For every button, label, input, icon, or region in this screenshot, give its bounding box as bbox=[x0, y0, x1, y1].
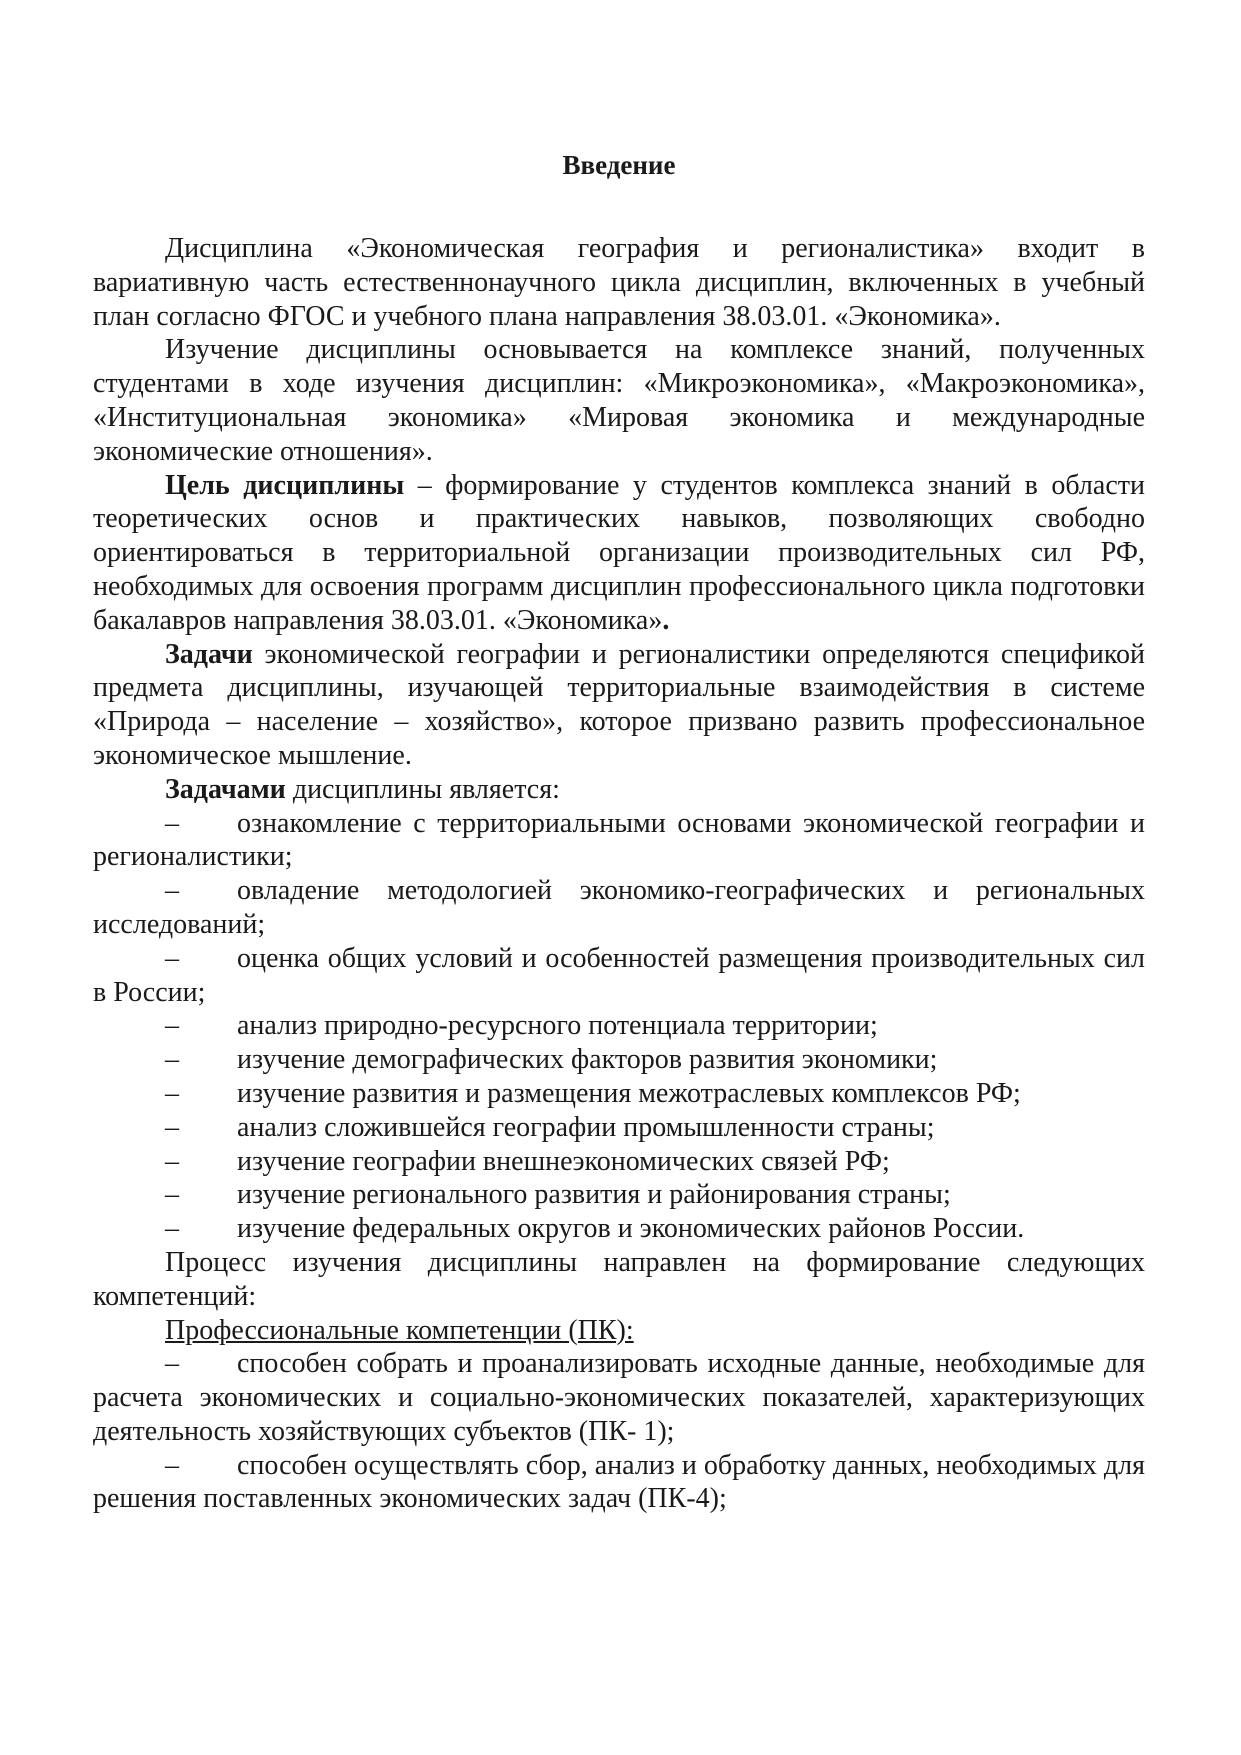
list-item-text: оценка общих условий и особенностей размещения производительных сил в России; bbox=[93, 942, 1145, 1008]
list-item-text: анализ природно-ресурсного потенциала территории; bbox=[237, 1010, 878, 1042]
tasks-label: Задачи bbox=[165, 638, 253, 670]
dash-marker: – bbox=[165, 875, 179, 907]
list-item bbox=[93, 1077, 1145, 1111]
goal-end-mark: . bbox=[662, 604, 670, 636]
dash-marker: – bbox=[165, 1179, 179, 1211]
tasks-paragraph bbox=[93, 638, 1145, 773]
list-item bbox=[93, 1009, 1145, 1043]
list-item bbox=[93, 874, 1145, 942]
list-item bbox=[93, 1212, 1145, 1246]
dash-marker: – bbox=[165, 1449, 179, 1481]
list-item bbox=[93, 807, 1145, 875]
list-item bbox=[93, 942, 1145, 1010]
competencies-list bbox=[93, 1347, 1145, 1516]
list-item bbox=[93, 1178, 1145, 1212]
process-paragraph: Процесс изучения дисциплины направлен на формирование следующих компетенций: bbox=[93, 1246, 1145, 1312]
list-item bbox=[93, 1043, 1145, 1077]
dash-marker: – bbox=[165, 1044, 179, 1076]
dash-marker: – bbox=[165, 1111, 179, 1143]
tasks-list-label: Задачами bbox=[165, 773, 286, 805]
goal-text: – формирование у студентов комплекса знаний в области теоретических основ и практических навыков, позволяющих свободно ориентироваться в территориальной организации производительных сил РФ, необходимых для освоения программ дисциплин профессионального цикла подготовки бакалавров направления 38.03.01. «Экономика» bbox=[93, 469, 1145, 636]
page-title: Введение bbox=[562, 150, 676, 180]
list-item-text: способен осуществлять сбор, анализ и обработку данных, необходимых для решения поставленных экономических задач (ПК-4); bbox=[93, 1449, 1145, 1515]
list-item-text: изучение регионального развития и районирования страны; bbox=[237, 1179, 951, 1211]
list-item bbox=[93, 1145, 1145, 1179]
tasks-text: экономической географии и регионалистики определяются спецификой предмета дисциплины, изучающей территориальные взаимодействия в системе «Природа – население – хозяйство», которое призвано развить профессиональное экономическое мышление. bbox=[93, 638, 1145, 771]
intro-paragraph-2: Изучение дисциплины основывается на комплексе знаний, полученных студентами в ходе изучения дисциплин: «Микроэкономика», «Макроэкономика», «Институциональная экономика» «Мировая экономика и международные экономические отношения». bbox=[93, 334, 1145, 467]
list-item bbox=[93, 1111, 1145, 1145]
dash-marker: – bbox=[165, 942, 179, 974]
dash-marker: – bbox=[165, 1077, 179, 1109]
list-item bbox=[93, 1347, 1145, 1448]
goal-paragraph bbox=[93, 469, 1145, 638]
list-item-text: овладение методологией экономико-географических и региональных исследований; bbox=[93, 875, 1145, 940]
tasks-list bbox=[93, 807, 1145, 1246]
page-content bbox=[93, 148, 1145, 1516]
list-item bbox=[93, 1449, 1145, 1517]
list-item-text: изучение географии внешнеэкономических связей РФ; bbox=[237, 1145, 890, 1177]
list-item-text: изучение федеральных округов и экономических районов России. bbox=[237, 1213, 1025, 1245]
intro-paragraph-1: Дисциплина «Экономическая география и регионалистика» входит в вариативную часть естественнонаучного цикла дисциплин, включенных в учебный план согласно ФГОС и учебного плана направления 38.03.01. «Экономика». bbox=[93, 233, 1145, 332]
tasks-list-intro-text: дисциплины является: bbox=[285, 773, 560, 805]
list-item-text: способен собрать и проанализировать исходные данные, необходимые для расчета экономических и социально-экономических показателей, характеризующих деятельность хозяйствующих субъектов (ПК- 1); bbox=[93, 1348, 1145, 1447]
competencies-heading: Профессиональные компетенции (ПК): bbox=[165, 1314, 634, 1346]
competencies-heading-line bbox=[93, 1314, 1145, 1348]
list-item-text: изучение демографических факторов развития экономики; bbox=[237, 1044, 938, 1076]
dash-marker: – bbox=[165, 1213, 179, 1245]
goal-label: Цель дисциплины bbox=[165, 469, 405, 501]
dash-marker: – bbox=[165, 1145, 179, 1177]
dash-marker: – bbox=[165, 807, 179, 839]
tasks-list-intro bbox=[93, 773, 1145, 807]
dash-marker: – bbox=[165, 1348, 179, 1380]
dash-marker: – bbox=[165, 1010, 179, 1042]
list-item-text: изучение развития и размещения межотраслевых комплексов РФ; bbox=[237, 1077, 1021, 1109]
list-item-text: анализ сложившейся географии промышленности страны; bbox=[237, 1111, 935, 1143]
list-item-text: ознакомление с территориальными основами экономической географии и регионалистики; bbox=[93, 807, 1145, 873]
